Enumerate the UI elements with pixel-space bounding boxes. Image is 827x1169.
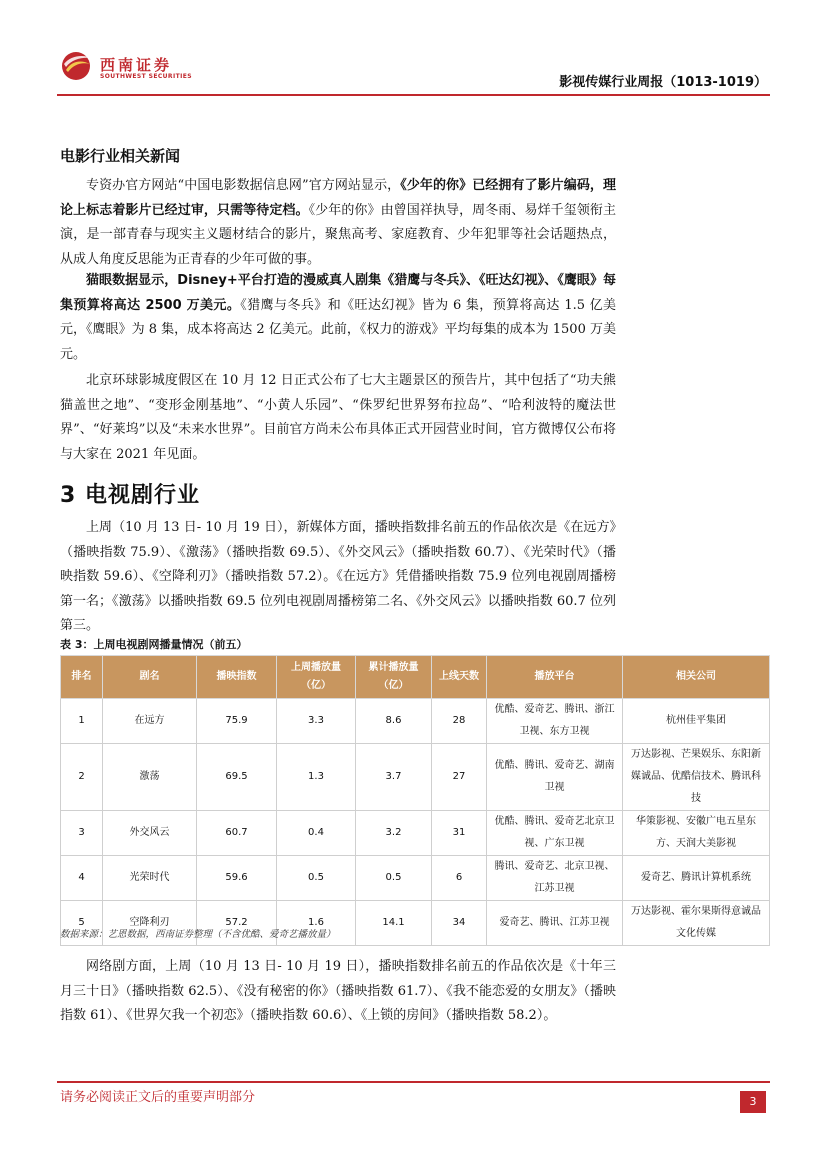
table-cell: 在远方	[103, 699, 197, 744]
paragraph-film-3: 北京环球影城度假区在 10 月 12 日正式公布了七大主题景区的预告片，其中包括了“功夫熊猫盖世之地”、“变形金刚基地”、“小黄人乐园”、“侏罗纪世界努布拉岛”、“哈利波特的魔法世界”、“好莱坞”以及“未来水世界”。目前官方尚未公布具体正式开园营业时间，官方微博仅公布将与大家在 2021 年见面。	[60, 373, 616, 462]
table-cell: 14.1	[356, 901, 432, 946]
table-cell: 外交风云	[103, 811, 197, 856]
table-header-cell: 上线天数	[432, 656, 487, 699]
table-cell: 2	[61, 744, 103, 811]
table-cell: 31	[432, 811, 487, 856]
table-cell: 3.7	[356, 744, 432, 811]
paragraph-tv-1: 上周（10 月 13 日- 10 月 19 日），新媒体方面，播映指数排名前五的作品依次是《在远方》（播映指数 75.9）、《激荡》（播映指数 69.5）、《外交风云》（播映指数 60.7）、《光荣时代》（播映指数 59.6）、《空降利刃》（播映指数 57.2）。《在远方》凭借播映指数 75.9 位列电视剧周播榜第一名；《激荡》以播映指数 69.5 位列电视剧周播榜第二名、《外交风云》以播映指数 60.7 位列第三。	[60, 520, 616, 634]
header-divider	[57, 94, 770, 96]
logo-text: 西南证券	[100, 56, 173, 74]
table-source-note: 数据来源：艺恩数据，西南证券整理（不含优酷、爱奇艺播放量）	[60, 929, 336, 940]
paragraph-film-1-c: 《少年的你》由曾国祥执导，周冬雨、易烊千玺领衔主演，是一部青春与现实主义题材结合的影片，聚焦高考、家庭教育、少年犯罪等社会话题热点，从成人角度反思能为正青春的少年可做的事。	[60, 202, 616, 267]
table-cell: 激荡	[103, 744, 197, 811]
table-cell: 0.4	[277, 811, 356, 856]
table-header-cell: 播映指数	[197, 656, 277, 699]
table-cell: 优酷、爱奇艺、腾讯、浙江卫视、东方卫视	[487, 699, 623, 744]
table-cell: 3.2	[356, 811, 432, 856]
paragraph-film-1-b: 《少年的你》已经拥有了影片编码，理论上标志着影片已经过审，只需等待定档。	[60, 178, 616, 218]
table-row	[61, 811, 770, 856]
table-cell: 1.6	[277, 901, 356, 946]
table-cell: 优酷、腾讯、爱奇艺、湖南卫视	[487, 744, 623, 811]
table-header-cell: 上周播放量（亿）	[277, 656, 356, 699]
footer-divider	[57, 1081, 770, 1083]
table-header-cell: 播放平台	[487, 656, 623, 699]
table-cell: 6	[432, 856, 487, 901]
table-cell: 腾讯、爱奇艺、北京卫视、江苏卫视	[487, 856, 623, 901]
table-cell: 60.7	[197, 811, 277, 856]
table-header-cell: 排名	[61, 656, 103, 699]
table-header-row	[61, 656, 770, 699]
report-title: 影视传媒行业周报（1013-1019）	[559, 75, 767, 90]
table-header-cell: 累计播放量（亿）	[356, 656, 432, 699]
table-cell: 5	[61, 901, 103, 946]
table-header-cell: 相关公司	[623, 656, 770, 699]
table-cell: 4	[61, 856, 103, 901]
table-cell: 34	[432, 901, 487, 946]
paragraph-film-2-a: 猫眼数据显示，Disney+平台打造的漫威真人剧集《猎鹰与冬兵》、《旺达幻视》、《鹰眼》每集预算将高达 2500 万美元。	[60, 273, 616, 313]
section-heading-tv: 3 电视剧行业	[60, 483, 200, 508]
table-cell: 万达影视、芒果娱乐、东阳新媒诚品、优酷信技术、腾讯科技	[623, 744, 770, 811]
disclaimer-note: 请务必阅读正文后的重要声明部分	[60, 1090, 256, 1105]
table-cell: 华策影视、安徽广电五星东方、天润大美影视	[623, 811, 770, 856]
table-cell: 28	[432, 699, 487, 744]
table-cell: 爱奇艺、腾讯计算机系统	[623, 856, 770, 901]
table-cell: 3	[61, 811, 103, 856]
paragraph-tv-2: 网络剧方面，上周（10 月 13 日- 10 月 19 日），播映指数排名前五的作品依次是《十年三月三十日》（播映指数 62.5）、《没有秘密的你》（播映指数 61.7）、《我不能恋爱的女朋友》（播映指数 61）、《世界欠我一个初恋》（播映指数 60.6）、《上锁的房间》（播映指数 58.2）。	[60, 959, 616, 1024]
table-cell: 万达影视、霍尔果斯得意诚品文化传媒	[623, 901, 770, 946]
table-cell: 空降利刃	[103, 901, 197, 946]
table-cell: 69.5	[197, 744, 277, 811]
table-cell: 27	[432, 744, 487, 811]
paragraph-film-1-a: 专资办官方网站“中国电影数据信息网”官方网站显示，	[86, 178, 401, 193]
table-cell: 59.6	[197, 856, 277, 901]
table-cell: 光荣时代	[103, 856, 197, 901]
table-cell: 0.5	[356, 856, 432, 901]
table-cell: 75.9	[197, 699, 277, 744]
logo-emblem-icon	[60, 50, 96, 82]
tv-ranking-table	[60, 655, 770, 946]
table-cell: 优酷、腾讯、爱奇艺北京卫视、广东卫视	[487, 811, 623, 856]
table-cell: 爱奇艺、腾讯、江苏卫视	[487, 901, 623, 946]
logo-subtext: SOUTHWEST SECURITIES	[100, 73, 192, 80]
table-cell: 1	[61, 699, 103, 744]
table-cell: 1.3	[277, 744, 356, 811]
table-cell: 57.2	[197, 901, 277, 946]
paragraph-film-2	[60, 269, 616, 367]
page-number: 3	[740, 1091, 766, 1113]
table-row	[61, 699, 770, 744]
section-heading-film: 电影行业相关新闻	[60, 147, 181, 165]
table-cell: 杭州佳平集团	[623, 699, 770, 744]
table-row	[61, 744, 770, 811]
table-cell: 8.6	[356, 699, 432, 744]
table-header-cell: 剧名	[103, 656, 197, 699]
paragraph-film-2-b: 《猎鹰与冬兵》和《旺达幻视》皆为 6 集，预算将高达 1.5 亿美元，《鹰眼》为 8 集，成本将高达 2 亿美元。此前，《权力的游戏》平均每集的成本为 1500 万美元。	[60, 297, 617, 362]
table-row	[61, 856, 770, 901]
paragraph-film-1	[60, 174, 616, 272]
table-cell: 0.5	[277, 856, 356, 901]
table-cell: 3.3	[277, 699, 356, 744]
table-title: 表 3：上周电视剧网播量情况（前五）	[60, 638, 248, 651]
